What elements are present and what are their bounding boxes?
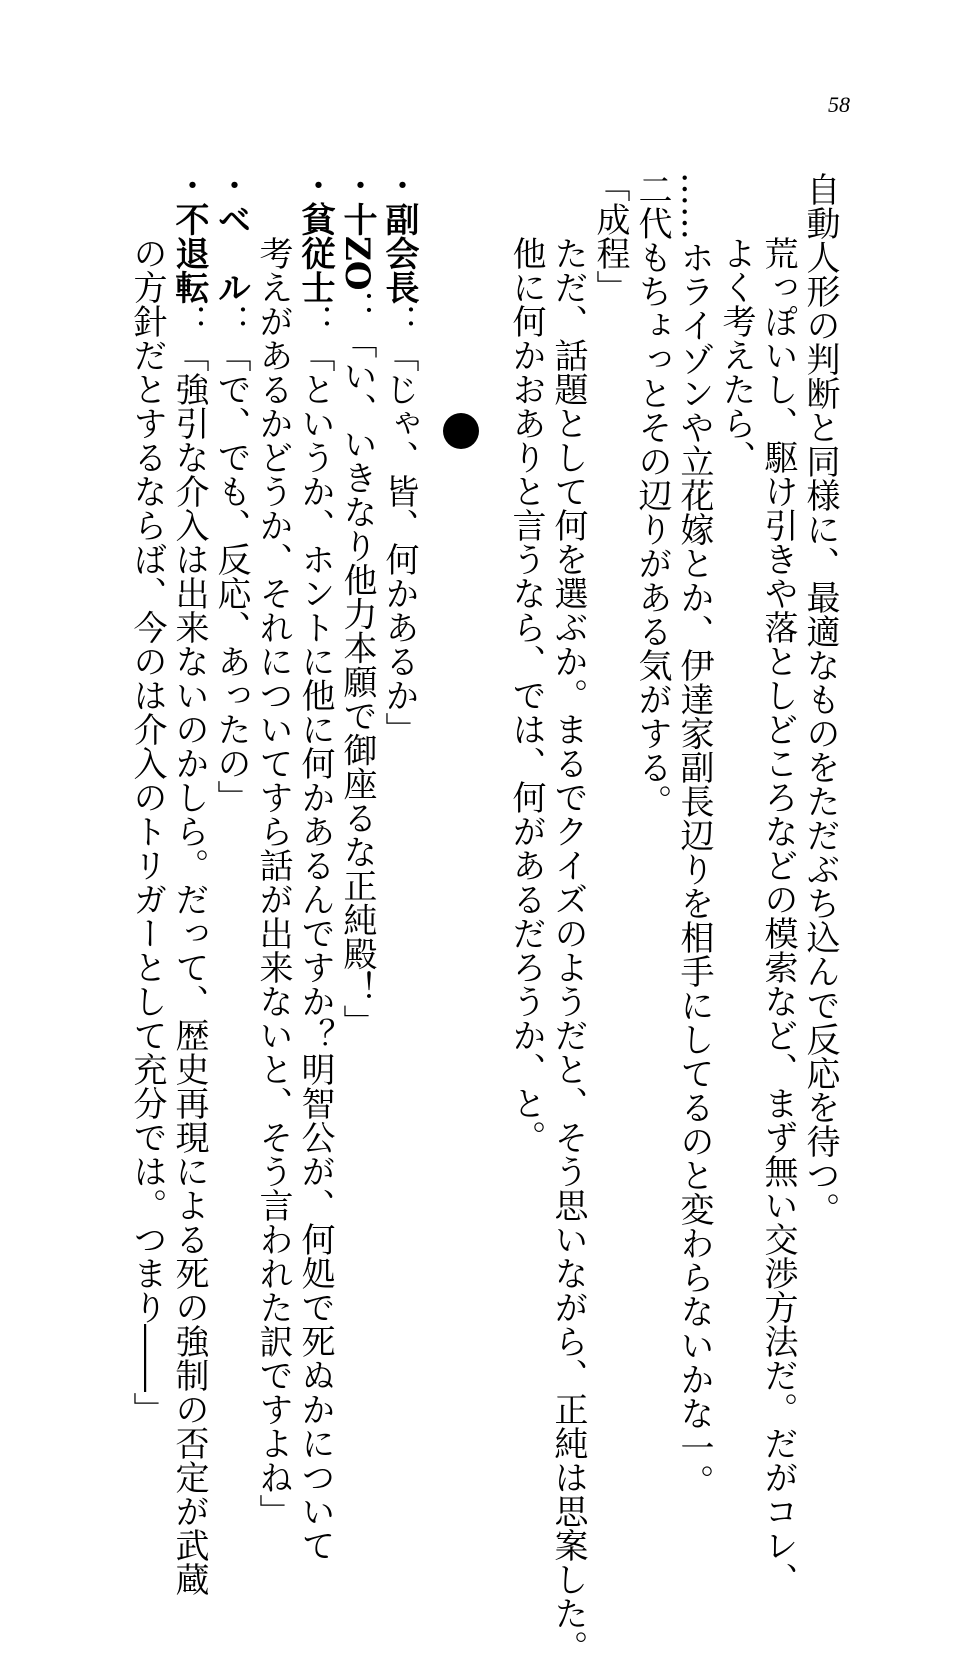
dialogue-line-4: ・ベ ル：「で、でも、反応、あったの」: [211, 168, 251, 814]
dialogue-line-5: ・不退転：「強引な介入は出来ないのかしら。だって、歴史再現による死の強制の否定が武蔵: [169, 168, 209, 1596]
dialogue-line-5-cont: の方針だとするならば、今のは介入のトリガーとして充分では。つまり――」: [127, 236, 167, 1426]
dialogue-line-3-cont: 考えがあるかどうか、それについてすら話が出来ないと、そう言われた訳ですよね」: [253, 236, 293, 1528]
text-column-7: ただ、話題として何を選ぶか。まるでクイズのようだと、そう思いながら、正純は思案した。: [548, 236, 588, 1664]
text-column-3: よく考えたら、: [716, 236, 756, 474]
text-column-6: 「成程」: [590, 168, 630, 304]
text-column-1: 自動人形の判断と同様に、最適なものをただぶち込んで反応を待つ。: [800, 172, 840, 1226]
text-column-8: 他に何かおありと言うなら、では、何があるだろうか、と。: [506, 236, 546, 1154]
dialogue-line-1: ・副会長：「じゃ、皆、何かあるか」: [379, 168, 419, 746]
speaker-name: 不退転: [169, 202, 209, 304]
speaker-name: 十ZO: [337, 202, 377, 291]
dialogue-line-3: ・貧従士：「というか、ホントに他に何かあるんですか？明智公が、何処で死ぬかについて: [295, 168, 335, 1562]
page-number: 58: [828, 92, 850, 117]
speaker-name: 副会長: [379, 202, 419, 304]
dialogue-line-2: ・十ZO：「い、いきなり他力本願で御座るな正純殿！」: [337, 168, 377, 1039]
text-column-2: 荒っぽいし、駆け引きや落としどころなどの模索など、まず無い交渉方法だ。だがコレ、: [758, 236, 798, 1596]
text-column-5: 二代もちょっとその辺りがある気がする。: [632, 172, 672, 818]
speaker-name: ベ ル: [211, 202, 251, 304]
text-column-4: ……ホライゾンや立花嫁とか、伊達家副長辺りを相手にしてるのと変わらないかな一。: [674, 172, 714, 1498]
speaker-name: 貧従士: [295, 202, 335, 304]
section-separator-dot: [443, 413, 479, 449]
